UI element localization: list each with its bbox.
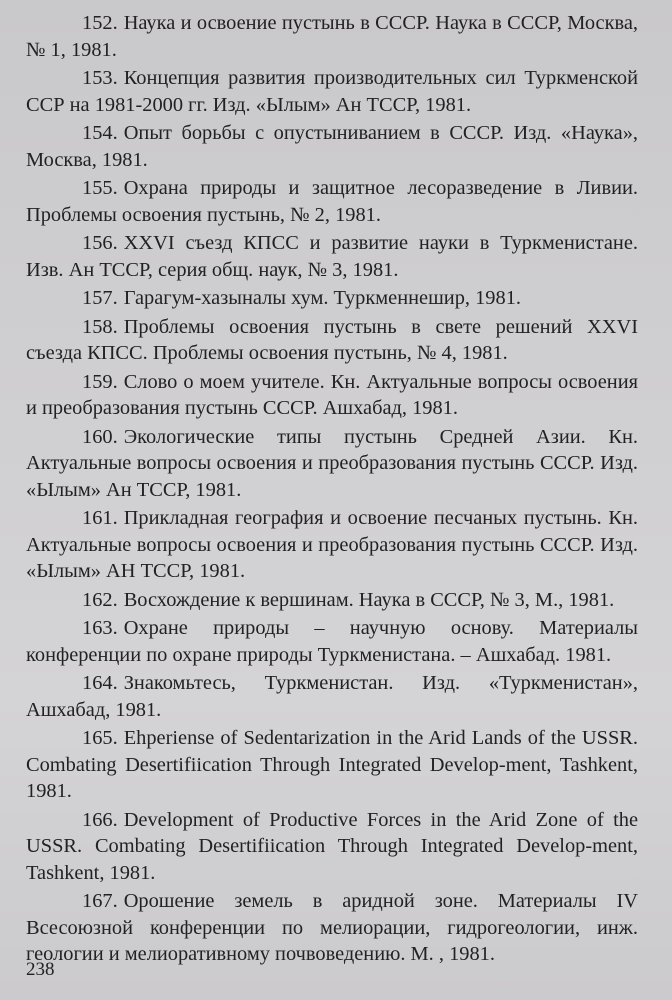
entry-number: 166. (82, 808, 118, 831)
bibliography-entry (26, 725, 638, 805)
entry-text: Охране природы – научную основу. Материалы конференции по охране природы Туркменистана. – Ашхабад. 1981. (26, 617, 638, 666)
bibliography-entry (26, 65, 638, 118)
entry-number: 154. (82, 122, 118, 144)
entry-number: 158. (82, 315, 118, 338)
bibliography-entry (26, 807, 638, 887)
entry-text: Орошение земель в аридной зоне. Материалы IV Всесоюзной конференции по мелиорации, гидрогеологии, инж. геологии и мелиоративному почвоведению. М. , 1981. (26, 890, 638, 965)
entry-text: Прикладная география и освоение песчаных пустынь. Кн. Актуальные вопросы освоения и преобразования пустынь СССР. Изд. «Ылым» АН ТССР, 1981. (26, 507, 638, 582)
entry-number: 155. (82, 177, 118, 199)
entry-number: 153. (82, 67, 118, 89)
entry-number: 152. (82, 12, 118, 34)
bibliography-entry (26, 120, 638, 173)
entry-text: XXVI съезд КПСС и развитие науки в Туркменистане. Изв. Ан ТССР, серия общ. наук, № 3, 1981. (26, 232, 638, 281)
bibliography-entry (26, 888, 638, 968)
entry-text: Охрана природы и защитное лесоразведение в Ливии. Проблемы освоения пустынь, № 2, 1981. (26, 177, 638, 226)
entry-text: Ehperiense of Sedentarization in the Arid Lands of the USSR. Combating Desertifiication Through Integrated Develop-ment, Tashkent, 1981. (26, 727, 638, 802)
bibliography-entry (26, 587, 638, 614)
bibliography-entry (26, 230, 638, 283)
page-number: 238 (26, 959, 55, 980)
entry-number: 156. (82, 232, 118, 254)
bibliography-entry (26, 369, 638, 422)
bibliography-entry (26, 670, 638, 723)
entry-number: 161. (82, 507, 118, 529)
entry-text: Экологические типы пустынь Средней Азии. Кн. Актуальные вопросы освоения и преобразования пустынь СССР. Изд. «Ылым» Ан ТССР, 1981. (26, 425, 638, 501)
entry-number: 157. (82, 287, 118, 309)
bibliography-entry (26, 505, 638, 585)
entry-number: 167. (82, 890, 118, 912)
entry-text: Знакомьтесь, Туркменистан. Изд. «Туркменистан», Ашхабад, 1981. (26, 672, 638, 721)
bibliography-entry (26, 10, 638, 63)
entry-number: 163. (82, 617, 118, 639)
entry-text: Слово о моем учителе. Кн. Актуальные вопросы освоения и преобразования пустынь СССР. Ашхабад, 1981. (26, 370, 638, 419)
bibliography-entry (26, 615, 638, 668)
bibliography-entry (26, 314, 638, 367)
entry-text: Проблемы освоения пустынь в свете решений XXVI съезда КПСС. Проблемы освоения пустынь, № 4, 1981. (26, 315, 638, 364)
bibliography-entry (26, 424, 638, 504)
entry-number: 164. (82, 672, 118, 694)
entry-text: Опыт борьбы с опустыниванием в СССР. Изд. «Наука», Москва, 1981. (26, 122, 638, 171)
entry-number: 165. (82, 727, 118, 749)
entry-text: Development of Productive Forces in the Arid Zone of the USSR. Combating Desertifiication Through Integrated Develop-ment, Tashkent, 1981. (26, 808, 638, 884)
bibliography-entry (26, 285, 638, 312)
entry-number: 160. (82, 425, 118, 448)
entry-text: Восхождение к вершинам. Наука в СССР, № 3, М., 1981. (123, 588, 615, 611)
entry-number: 162. (82, 588, 118, 611)
entry-number: 159. (82, 370, 118, 393)
entry-text: Наука и освоение пустынь в СССР. Наука в СССР, Москва, № 1, 1981. (26, 12, 638, 61)
bibliography-list (26, 10, 638, 970)
entry-text: Гарагум-хазыналы хум. Туркменнешир, 1981. (123, 287, 521, 309)
entry-text: Концепция развития производительных сил Туркменской ССР на 1981-2000 гг. Изд. «Ылым» Ан ТССР, 1981. (26, 67, 638, 116)
bibliography-entry (26, 175, 638, 228)
